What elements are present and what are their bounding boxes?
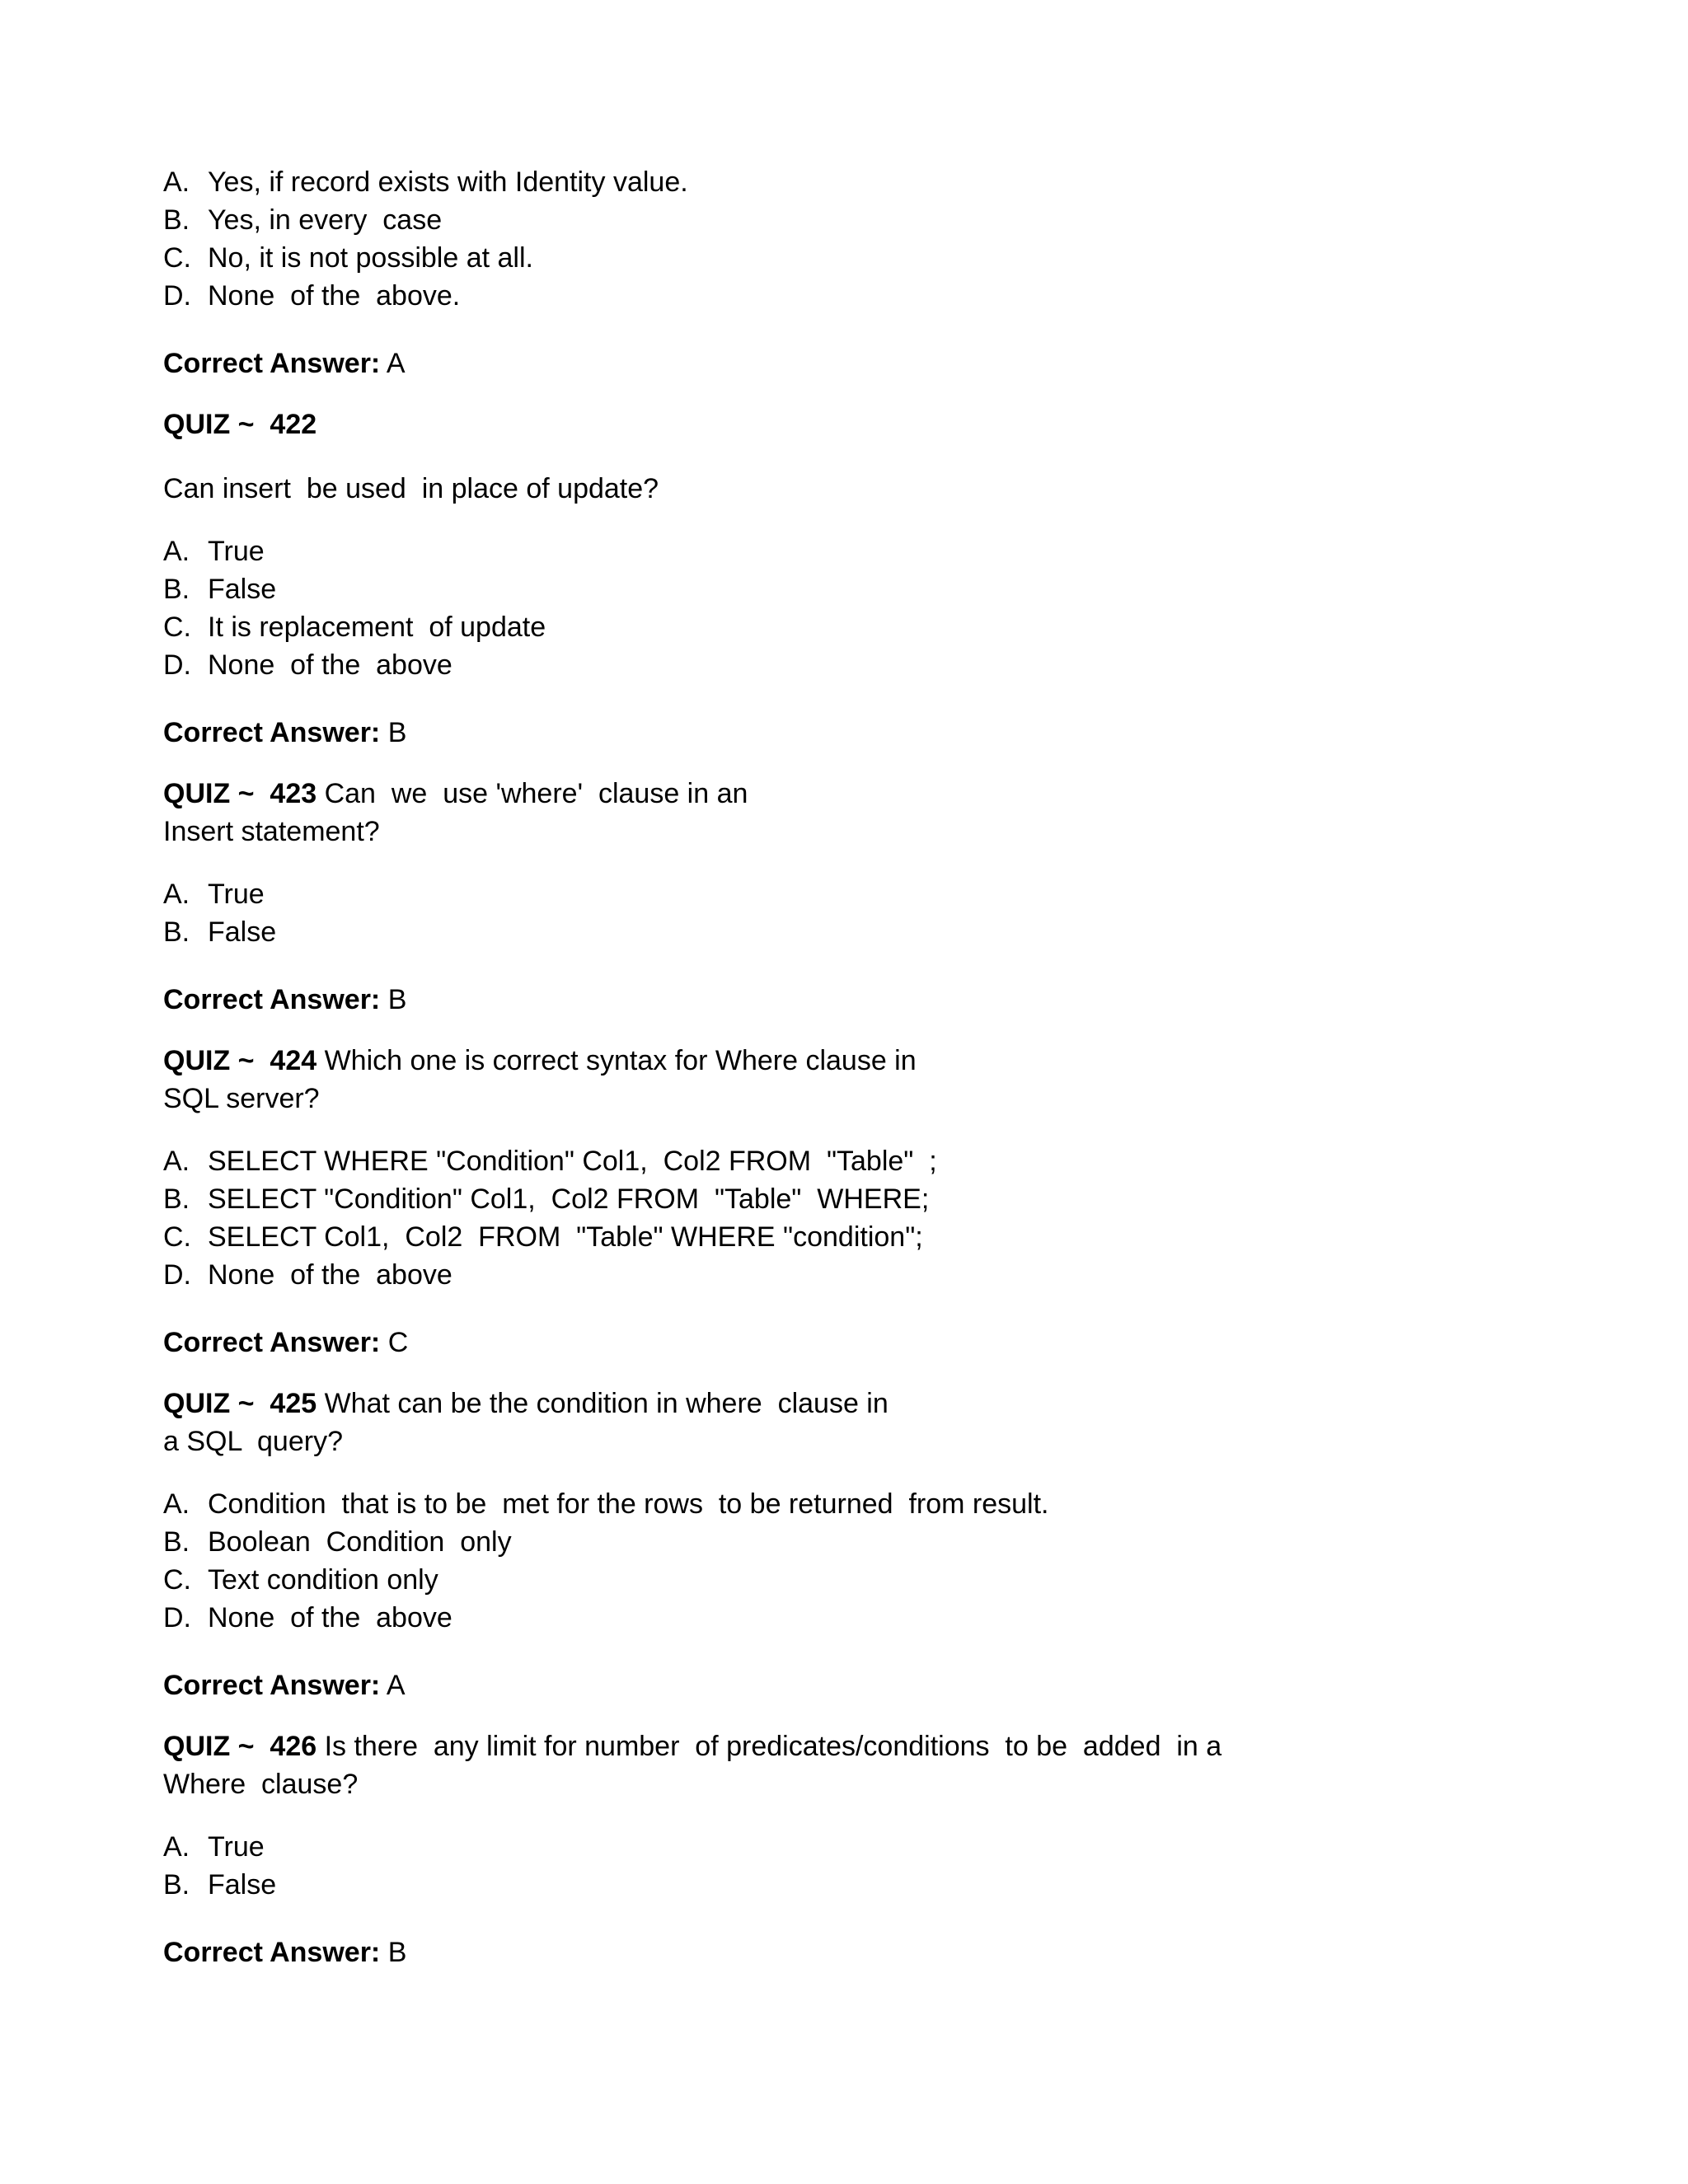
correct-answer-label: Correct Answer: bbox=[163, 984, 381, 1015]
option-b bbox=[163, 1523, 1564, 1561]
quiz-424-label: QUIZ ~ 424 bbox=[163, 1045, 317, 1076]
option-text: Boolean Condition only bbox=[208, 1526, 512, 1558]
option-text: Yes, in every case bbox=[208, 204, 443, 236]
option-letter: B. bbox=[163, 1869, 190, 1900]
correct-answer-value: B bbox=[380, 984, 407, 1015]
option-c bbox=[163, 239, 1564, 277]
option-text: True bbox=[208, 536, 265, 567]
option-letter: D. bbox=[163, 649, 191, 681]
option-c bbox=[163, 1218, 1564, 1256]
option-letter: C. bbox=[163, 242, 191, 274]
option-d bbox=[163, 277, 1564, 315]
correct-answer bbox=[163, 714, 1564, 752]
option-letter: A. bbox=[163, 166, 190, 198]
option-text: No, it is not possible at all. bbox=[208, 242, 533, 274]
option-c bbox=[163, 608, 1564, 646]
correct-answer bbox=[163, 1666, 1564, 1704]
option-d bbox=[163, 646, 1564, 684]
quiz-423-label: QUIZ ~ 423 bbox=[163, 778, 317, 809]
quiz-425-heading bbox=[163, 1385, 1564, 1460]
correct-answer-label: Correct Answer: bbox=[163, 1670, 381, 1701]
quiz-426-question-line1: Is there any limit for number of predicates/conditions to be added in a bbox=[316, 1731, 1222, 1762]
option-a bbox=[163, 1142, 1564, 1180]
option-letter: A. bbox=[163, 879, 190, 910]
quiz-422-label: QUIZ ~ 422 bbox=[163, 409, 317, 440]
option-letter: C. bbox=[163, 1564, 191, 1596]
option-letter: B. bbox=[163, 1526, 190, 1558]
correct-answer-label: Correct Answer: bbox=[163, 1937, 381, 1968]
option-b bbox=[163, 201, 1564, 239]
option-b bbox=[163, 570, 1564, 608]
correct-answer-label: Correct Answer: bbox=[163, 348, 381, 379]
quiz-425-label: QUIZ ~ 425 bbox=[163, 1388, 317, 1419]
correct-answer bbox=[163, 981, 1564, 1019]
option-letter: A. bbox=[163, 1146, 190, 1177]
quiz-423-question-line1: Can we use 'where' clause in an bbox=[316, 778, 748, 809]
quiz-423-question-line2: Insert statement? bbox=[163, 816, 380, 847]
option-letter: A. bbox=[163, 1831, 190, 1863]
option-text: Text condition only bbox=[208, 1564, 438, 1596]
correct-answer-value: C bbox=[380, 1327, 409, 1358]
option-text: False bbox=[208, 1869, 277, 1900]
option-letter: C. bbox=[163, 612, 191, 643]
correct-answer-value: A bbox=[380, 348, 406, 379]
option-text: Condition that is to be met for the rows to be returned from result. bbox=[208, 1488, 1049, 1520]
option-letter: B. bbox=[163, 916, 190, 948]
quiz-424-heading bbox=[163, 1042, 1564, 1118]
option-a bbox=[163, 1485, 1564, 1523]
correct-answer-label: Correct Answer: bbox=[163, 717, 381, 748]
option-letter: A. bbox=[163, 536, 190, 567]
correct-answer-value: B bbox=[380, 717, 407, 748]
option-a bbox=[163, 1828, 1564, 1866]
correct-answer-value: A bbox=[380, 1670, 406, 1701]
option-c bbox=[163, 1561, 1564, 1599]
option-a bbox=[163, 875, 1564, 913]
quiz-424-options bbox=[163, 1142, 1564, 1294]
quiz-425-question-line1: What can be the condition in where clause in bbox=[316, 1388, 889, 1419]
option-text: It is replacement of update bbox=[208, 612, 546, 643]
option-text: SELECT Col1, Col2 FROM "Table" WHERE "condition"; bbox=[208, 1221, 923, 1253]
option-b bbox=[163, 913, 1564, 951]
correct-answer-value: B bbox=[380, 1937, 407, 1968]
quiz-426-question-line2: Where clause? bbox=[163, 1769, 359, 1800]
option-text: None of the above bbox=[208, 1602, 452, 1633]
option-letter: B. bbox=[163, 574, 190, 605]
correct-answer bbox=[163, 1933, 1564, 1971]
correct-answer bbox=[163, 344, 1564, 382]
option-text: False bbox=[208, 916, 277, 948]
quiz-426-heading bbox=[163, 1727, 1564, 1803]
option-text: SELECT "Condition" Col1, Col2 FROM "Table" WHERE; bbox=[208, 1183, 930, 1215]
option-letter: B. bbox=[163, 1183, 190, 1215]
option-b bbox=[163, 1866, 1564, 1904]
option-letter: C. bbox=[163, 1221, 191, 1253]
intro-options bbox=[163, 163, 1564, 315]
option-text: None of the above bbox=[208, 649, 452, 681]
option-text: None of the above bbox=[208, 1259, 452, 1291]
quiz-426-options bbox=[163, 1828, 1564, 1904]
quiz-423-options bbox=[163, 875, 1564, 951]
quiz-422-question: Can insert be used in place of update? bbox=[163, 473, 659, 504]
document-page bbox=[163, 163, 1564, 1971]
quiz-425-question-line2: a SQL query? bbox=[163, 1426, 343, 1457]
quiz-424-question-line2: SQL server? bbox=[163, 1083, 320, 1114]
quiz-425-options bbox=[163, 1485, 1564, 1637]
quiz-423-heading bbox=[163, 775, 1564, 851]
option-a bbox=[163, 163, 1564, 201]
option-d bbox=[163, 1599, 1564, 1637]
option-text: True bbox=[208, 1831, 265, 1863]
quiz-422-options bbox=[163, 532, 1564, 684]
option-text: False bbox=[208, 574, 277, 605]
option-text: None of the above. bbox=[208, 280, 461, 312]
quiz-426-label: QUIZ ~ 426 bbox=[163, 1731, 317, 1762]
correct-answer-label: Correct Answer: bbox=[163, 1327, 381, 1358]
option-letter: D. bbox=[163, 1259, 191, 1291]
option-d bbox=[163, 1256, 1564, 1294]
option-a bbox=[163, 532, 1564, 570]
option-text: True bbox=[208, 879, 265, 910]
option-letter: B. bbox=[163, 204, 190, 236]
option-text: Yes, if record exists with Identity value. bbox=[208, 166, 688, 198]
option-text: SELECT WHERE "Condition" Col1, Col2 FROM "Table" ; bbox=[208, 1146, 937, 1177]
option-b bbox=[163, 1180, 1564, 1218]
option-letter: A. bbox=[163, 1488, 190, 1520]
quiz-424-question-line1: Which one is correct syntax for Where clause in bbox=[316, 1045, 917, 1076]
option-letter: D. bbox=[163, 1602, 191, 1633]
option-letter: D. bbox=[163, 280, 191, 312]
correct-answer bbox=[163, 1324, 1564, 1361]
